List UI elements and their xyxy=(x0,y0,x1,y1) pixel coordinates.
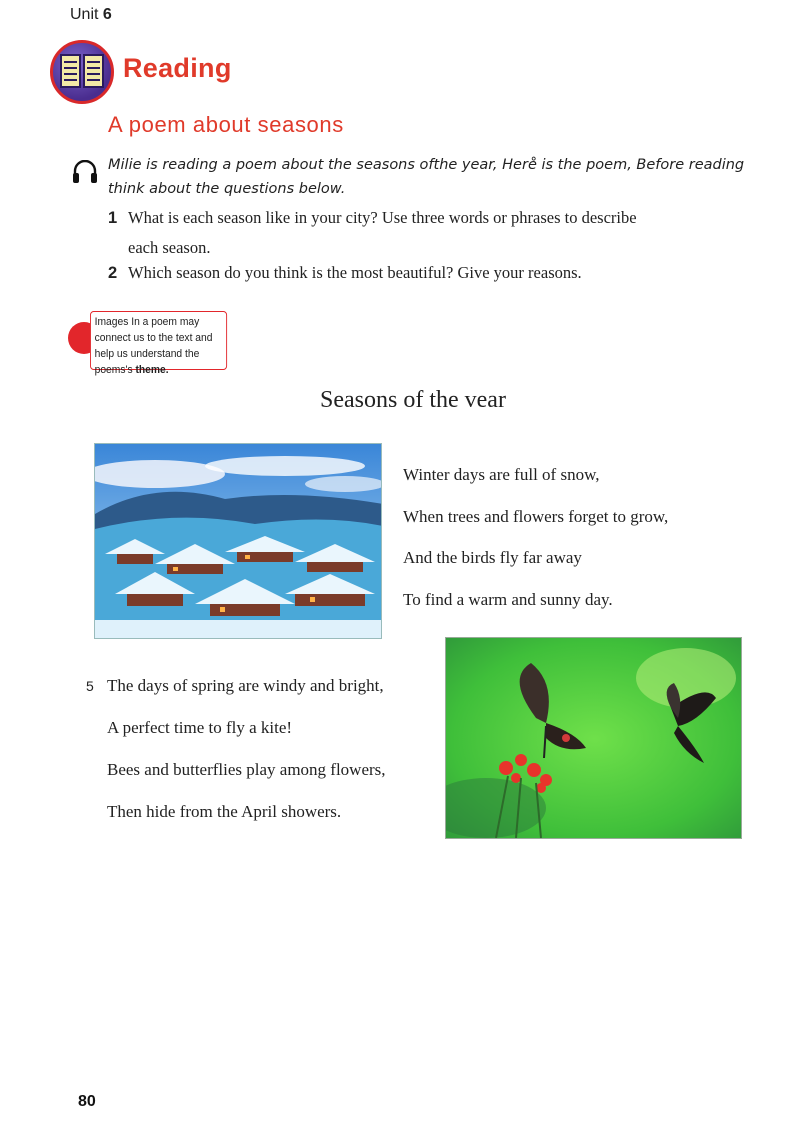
question-2 xyxy=(108,258,748,288)
question-number: 2 xyxy=(108,264,118,282)
section-title: A poem about seasons xyxy=(108,112,344,137)
headphones-icon[interactable] xyxy=(72,160,98,189)
poem-line: And the birds fly far away xyxy=(403,548,582,567)
unit-number: 6 xyxy=(102,6,112,23)
section-label: Reading xyxy=(123,53,232,83)
poem-line: To find a warm and sunny day. xyxy=(403,590,613,609)
book-icon xyxy=(50,40,114,104)
question-1 xyxy=(108,203,748,263)
tip-bold: theme. xyxy=(135,364,169,376)
question-text: Which season do you think is the most beautiful? Give your reasons. xyxy=(128,263,582,282)
poem-line: Then hide from the April showers. xyxy=(107,802,342,821)
poem-line: A perfect time to fly a kite! xyxy=(107,718,293,737)
tip-text: Images In a poem may connect us to the text and help us understand the poems's xyxy=(94,316,213,376)
page-number: 80 xyxy=(78,1093,96,1110)
question-number: 1 xyxy=(108,209,118,227)
question-text: What is each season like in your city? Use three words or phrases to describe xyxy=(128,208,637,227)
tip-box xyxy=(90,311,227,376)
winter-village-image xyxy=(94,443,382,639)
line-number: 5 xyxy=(86,678,94,694)
question-text-cont: each season. xyxy=(128,238,211,257)
unit-prefix: Unit xyxy=(70,6,99,23)
poem-line: Winter days are full of snow, xyxy=(403,465,600,484)
butterflies-image xyxy=(445,637,742,839)
poem-line: The days of spring are windy and bright, xyxy=(107,676,384,695)
intro-text: Milie is reading a poem about the seasons ofthe year, Here̊ is the poem, Before reading think about the questions below. xyxy=(108,157,745,197)
poem-line: When trees and flowers forget to grow, xyxy=(403,507,669,526)
poem-line: Bees and butterflies play among flowers, xyxy=(107,760,386,779)
unit-label xyxy=(70,6,112,24)
poem-title: Seasons of the vear xyxy=(320,387,506,413)
